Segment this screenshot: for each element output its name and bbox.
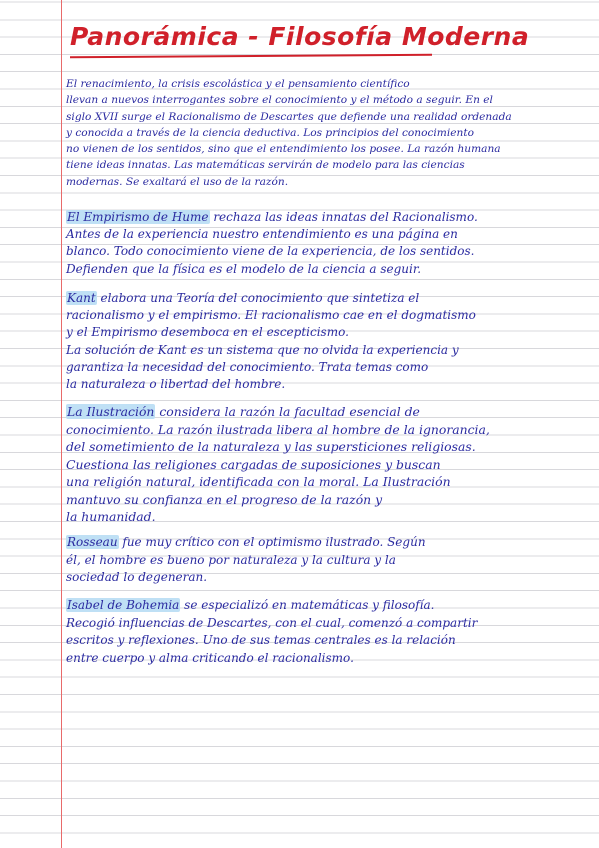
paragraph-text: considera la razón la facultad esencial de conocimiento. La razón ilustrada libera al hombre de la ignorancia, del sometimiento de la naturaleza y las supersticiones religiosas. Cuestiona las religiones cargadas de suposiciones y buscan una religión natural, identificada con la moral. La Ilustración mantuvo su confianza en el progreso de la razón y la humanidad. bbox=[66, 404, 490, 524]
paragraph-ilustracion bbox=[66, 403, 580, 526]
highlighted-term: Rosseau bbox=[67, 535, 118, 549]
paragraph-isabel-de-bohemia bbox=[66, 597, 580, 667]
paragraph-text: se especializó en matemáticas y filosofía. Recogió influencias de Descartes, con el cual, comenzó a compartir escritos y reflexiones. Uno de sus temas centrales es la relación entre cuerpo y alma criticando el racionalismo. bbox=[66, 598, 478, 665]
paragraph-text: El renacimiento, la crisis escolástica y el pensamiento científico llevan a nuevos interrogantes sobre el conocimiento y el método a seguir. En el siglo XVII surge el Racionalismo de Descartes que defiende una realidad ordenada y conocida a través de la ciencia deductiva. Los principios del conocimiento no vienen de los sentidos, sino que el entendimiento los posee. La razón humana tiene ideas innatas. Las matemáticas servirán de modelo para las ciencias modernas. Se exaltará el uso de la razón. bbox=[66, 78, 512, 188]
highlighted-term: La Ilustración bbox=[67, 404, 155, 419]
paragraph-kant bbox=[66, 290, 580, 393]
paragraph-text: fue muy crítico con el optimismo ilustrado. Según él, el hombre es bueno por naturaleza y la cultura y la sociedad lo degeneran. bbox=[66, 535, 426, 584]
page-title: Panorámica - Filosofía Moderna bbox=[70, 22, 530, 51]
paragraph-text: rechaza las ideas innatas del Racionalismo. Antes de la experiencia nuestro entendimiento es una página en blanco. Todo conocimiento viene de la experiencia, de los sentidos. Defienden que la física es el modelo de la ciencia a seguir. bbox=[66, 210, 478, 276]
margin-line bbox=[61, 0, 62, 848]
highlighted-term: Kant bbox=[67, 291, 96, 305]
paragraph-rosseau bbox=[66, 534, 580, 587]
paragraph-renacimiento-racionalismo bbox=[66, 76, 580, 190]
title-underline bbox=[70, 54, 432, 59]
highlighted-term: El Empirismo de Hume bbox=[67, 210, 209, 224]
highlighted-term: Isabel de Bohemia bbox=[67, 598, 180, 612]
paragraph-text: elabora una Teoría del conocimiento que sintetiza el racionalismo y el empirismo. El racionalismo cae en el dogmatismo y el Empirismo desemboca en el escepticismo. La solución de Kant es un sistema que no olvida la experiencia y garantiza la necesidad del conocimiento. Trata temas como la naturaleza o libertad del hombre. bbox=[66, 291, 476, 392]
paragraph-empirismo bbox=[66, 209, 580, 278]
